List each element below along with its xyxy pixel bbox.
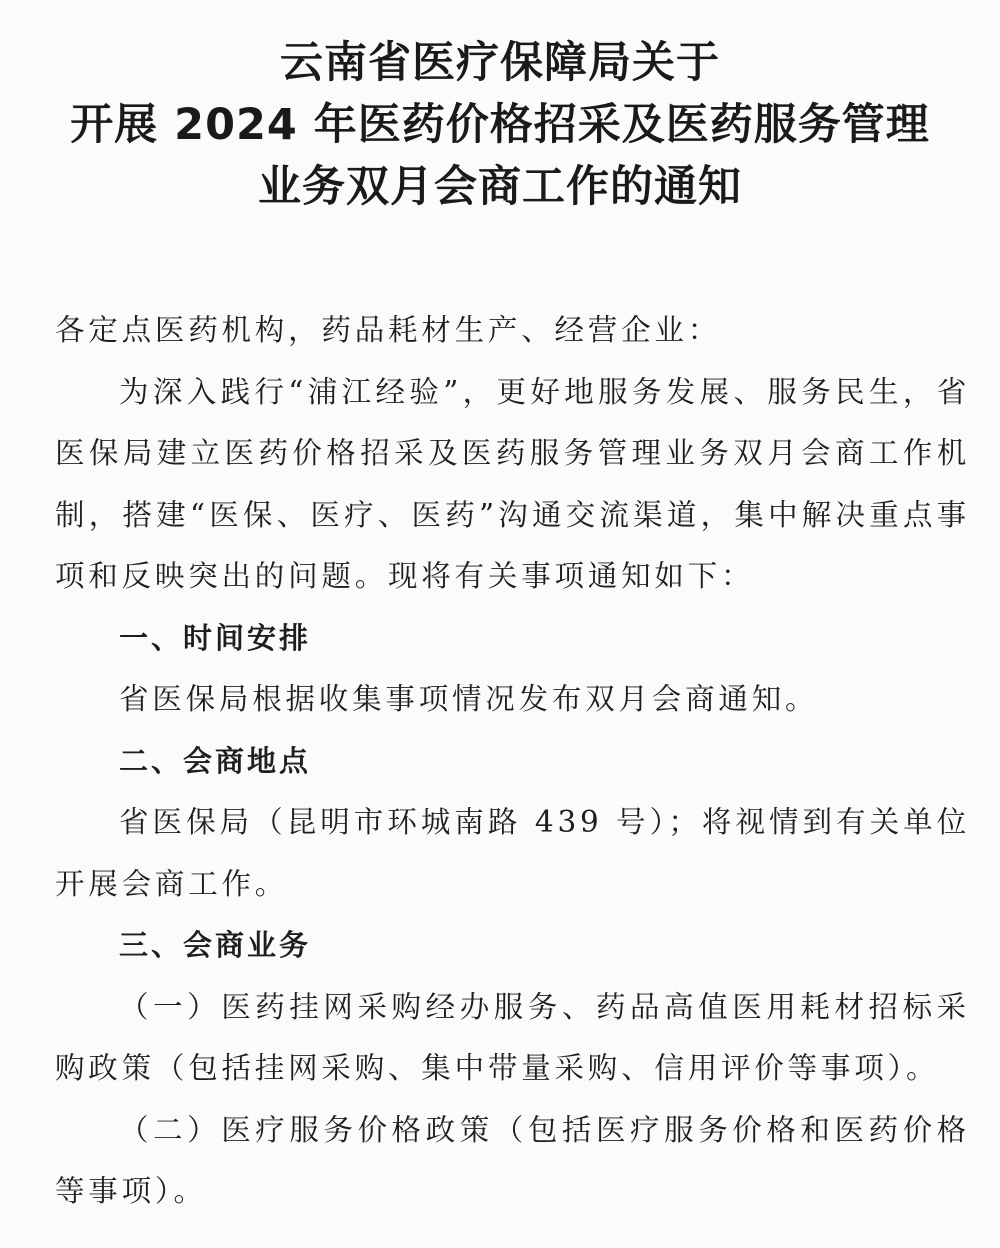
section-item-1: （一）医药挂网采购经办服务、药品高值医用耗材招标采购政策（包括挂网采购、集中带量采购、信用评价等事项）。 (55, 989, 970, 1085)
title-line-1: 云南省医疗保障局关于 (280, 38, 720, 88)
title-line-3: 业务双月会商工作的通知 (258, 162, 742, 212)
section-text-time: 省医保局根据收集事项情况发布双月会商通知。 (119, 682, 819, 716)
section-heading-location: 二、会商地点 (119, 743, 312, 778)
document-body (55, 300, 970, 1223)
section-heading-time: 一、时间安排 (119, 620, 312, 655)
section-item-2: （二）医疗服务价格政策（包括医疗服务价格和医药价格等事项）。 (55, 1112, 970, 1208)
section-heading-business: 三、会商业务 (119, 928, 312, 962)
document-title (0, 32, 1000, 218)
salutation: 各定点医药机构，药品耗材生产、经营企业： (55, 313, 722, 347)
section-text-location: 省医保局（昆明市环城南路 439 号）；将视情到有关单位开展会商工作。 (55, 805, 970, 901)
intro-paragraph: 为深入践行“浦江经验”，更好地服务发展、服务民生，省医保局建立医药价格招采及医药服务管理业务双月会商工作机制，搭建“医保、医疗、医药”沟通交流渠道，集中解决重点事项和反映突出的问题。现将有关事项通知如下： (55, 374, 970, 593)
title-line-2: 开展 2024 年医药价格招采及医药服务管理 (70, 100, 930, 150)
